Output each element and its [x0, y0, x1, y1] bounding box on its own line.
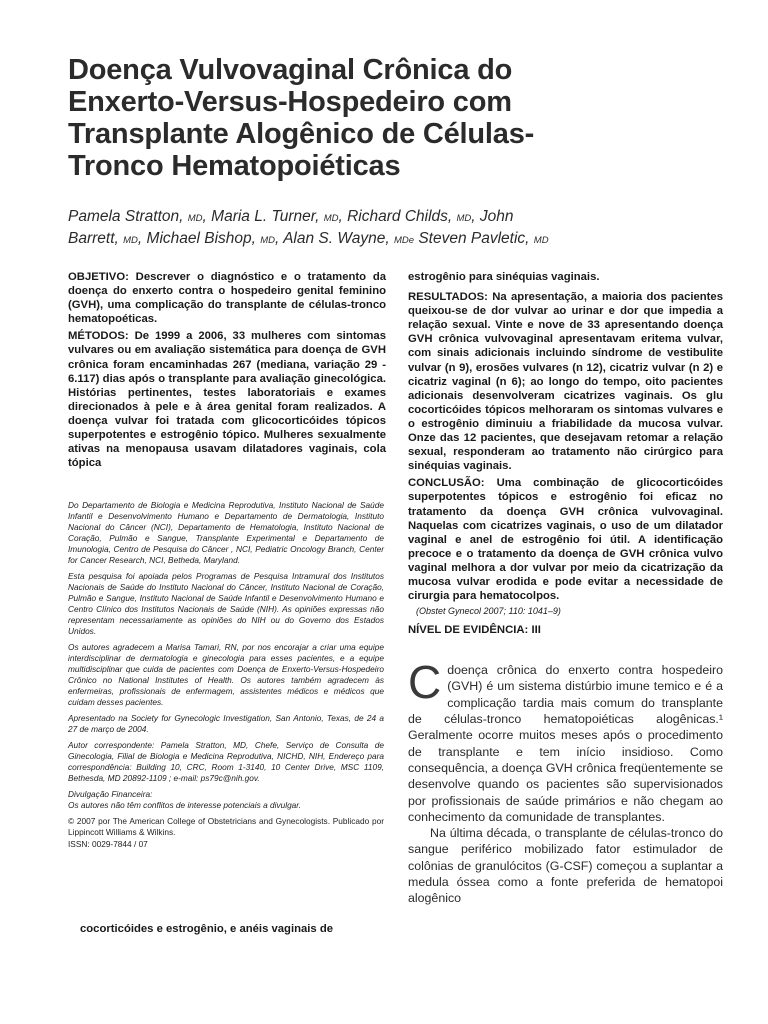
- section-label: MÉTODOS:: [68, 330, 129, 343]
- section-text: De 1999 a 2006, 33 mulheres com sintomas vulvares ou em avaliação sistemática para doença de GVH crônica foram encaminhadas 267 (mediana, variação 29 - 6.117) dias após o transplante para avaliação ginecológica. Histórias pertinentes, testes laboratoriais e exames direcionados à pele e à área genital foram realizados. A doença vulvar foi tratada com glicocorticóides tópicos superpotentes e estrogênio tópico. Mulheres sexualmente ativas na menopausa usavam dilatadores vaginais, cola tópica: [68, 330, 386, 470]
- author-name: , Richard Childs,: [338, 208, 457, 225]
- drop-cap: C: [408, 656, 442, 709]
- author-degree: MD: [123, 235, 138, 246]
- author-name: , Alan S. Wayne,: [275, 230, 394, 247]
- article-title: [68, 54, 708, 182]
- author-degree: MD: [323, 213, 339, 224]
- right-column: [408, 270, 723, 907]
- author-name: , Maria L. Turner,: [202, 208, 324, 225]
- section-text: Descrever o diagnóstico e o tratamento da doença do enxerto contra o hospedeiro genital feminino (GVH), uma complicação do transplante de células-tronco hematopoéticas.: [68, 271, 386, 326]
- acknowledgment-note: Os autores agradecem a Marisa Tamari, RN, por nos encorajar a criar uma equipe interdisciplinar de dermatologia e ginecologia para esses pacientes, e a equipe multidisciplinar que cuida de pacientes com Doença de Enxerto-Versus-Hospedeiro Crônico no National Institutes of Health. Os autores também agradecem às enfermeiras, profissionais de enfermagem, assistentes médicos e médicos que cuidam desses pacientes.: [68, 642, 384, 707]
- issn-note: ISSN: 0029-7844 / 07: [68, 839, 148, 849]
- section-text: Na apresentação, a maioria dos pacientes queixou-se de dor vulvar ao urinar e dor que impedia a relação sexual. Vinte e nove de 33 apresentando doença GVH crônica vulvovaginal apresentavam eritema vulvar, com sinais adicionais incluindo síndrome de vestibulite vulvar (n 9), erosões vulvares (n 12), cicatriz vulvar (n 2) e cicatriz vaginal (n 6); ao longo do tempo, oito pacientes adicionais desenvolveram cicatrizes vaginais. Os glu cocorticóides tópicos melhoraram os sintomas vulvares e o estrogênio diminuiu a friabilidade da mucosa vulvar. Onze das 12 pacientes, que desejavam retomar a relação sexual, responderam ao tratamento não cirúrgico para sinéquias vaginais.: [408, 291, 723, 473]
- author-name: , Michael Bishop,: [137, 230, 261, 247]
- author-name: Barrett,: [68, 230, 124, 247]
- author-degree: MD: [187, 213, 203, 224]
- disclosure-text: Os autores não têm conflitos de interesse potenciais a divulgar.: [68, 800, 302, 810]
- abstract-objective: [68, 270, 386, 326]
- citation: (Obstet Gynecol 2007; 110: 1041–9): [416, 606, 561, 617]
- author-name: Steven Pavletic,: [414, 230, 534, 247]
- section-label: OBJETIVO:: [68, 271, 129, 283]
- author-line-2: [68, 229, 708, 251]
- section-label: RESULTADOS:: [408, 291, 488, 304]
- section-text: Uma combinação de glicocorticóides superpotentes tópicos e estrogênio foi eficaz no tratamento da doença GVH crônica vulvovaginal. Naquelas com cicatrizes vaginais, o uso de um dilatador vaginal e anel de estrogênio foi útil. A identificação precoce e o tratamento da doença de GVH crônica vulvo vaginal melhora a dor vulvar por meio da cicatrização da mucosa vulvar erodida e pode evitar a necessidade de cirurgia para hematocolpos.: [408, 477, 723, 603]
- disclosure-note: [68, 789, 384, 811]
- title-line-4: Tronco Hematopoiéticas: [68, 150, 401, 182]
- author-degree: MD: [456, 213, 472, 224]
- footnotes: [68, 500, 384, 855]
- author-degree: MD: [533, 235, 549, 246]
- paragraph-text: doença crônica do enxerto contra hospedeiro (GVH) é um sistema distúrbio imune temico e é a complicação tardia mais comum do transplante de células-tronco hematopoiéticas alogênicas.¹ Geralmente ocorre muitos meses após o procedimento de transplante e tem início insidioso. Como consequência, a doença GVH crônica freqüentemente se desenvolve quando os pacientes são supervisionados por profissionais de saúde primários e não chegam ao conhecimento da comunidade de transplantes.: [408, 663, 723, 824]
- author-degree: MDe: [393, 235, 415, 246]
- author-degree: MD: [260, 235, 276, 246]
- author-list: [68, 207, 708, 251]
- correspondence-note: Autor correspondente: Pamela Stratton, MD, Chefe, Serviço de Consulta de Ginecologia, Filial de Biologia e Medicina Reprodutiva, NICHD, NIH, Endereço para correspondência: Building 10, CRC, Room 1-3140, 10 Center Drive, MSC 1109, Bethesda, MD 20892-1109 ; e-mail: ps79c@nih.gov.: [68, 740, 384, 783]
- abstract-continuation: estrogênio para sinéquias vaginais.: [408, 271, 600, 283]
- disclosure-title: Divulgação Financeira:: [68, 789, 153, 799]
- author-name: Pamela Stratton,: [68, 208, 188, 225]
- abstract-methods: [68, 329, 386, 470]
- author-name: , John: [471, 208, 514, 225]
- section-label: CONCLUSÃO:: [408, 477, 485, 490]
- affiliation-note: Do Departamento de Biologia e Medicina Reprodutiva, Instituto Nacional de Saúde Infantil e Desenvolvimento Humano e Departamento de Dermatologia, Instituto Nacional do Câncer (NCI), Departamento de Hematologia, Instituto Nacional de Coração, Pulmão e Sangue, Transplante Experimental e Departamento de Imunologia, Centro de Pesquisa do Câncer , NCI, Pediatric Oncology Branch, Center for Cancer Research, NCI, Betheda, Maryland.: [68, 500, 384, 565]
- author-line-1: [68, 207, 708, 229]
- title-line-2: Enxerto-Versus-Hospedeiro com: [68, 86, 512, 118]
- abstract-results: [408, 290, 723, 473]
- evidence-level: NÍVEL DE EVIDÊNCIA: III: [408, 624, 541, 637]
- continued-text-fragment: cocorticóides e estrogênio, e anéis vaginais de: [80, 923, 334, 935]
- title-line-1: Doença Vulvovaginal Crônica do: [68, 54, 513, 86]
- funding-note: Esta pesquisa foi apoiada pelos Programas de Pesquisa Intramural dos Institutos Nacionais de Saúde do Instituto Nacional do Câncer, Instituto Nacional de Coração, Pulmão e Sangue, Instituto Nacional de Saúde Infantil e Desenvolvimento Humano e Centro Clínico dos Institutos Nacionais de Saúde (NIH). As opiniões expressas não representam necessariamente as opiniões do NIH ou do Governo dos Estados Unidos.: [68, 571, 384, 636]
- body-paragraph-1: [408, 656, 723, 825]
- abstract-left-column: [68, 270, 386, 473]
- presented-note: Apresentado na Society for Gynecologic Investigation, San Antonio, Texas, de 24 a 27 de março de 2004.: [68, 713, 384, 734]
- copyright-note: © 2007 por The American College of Obstetricians and Gynecologists. Publicado por Lippincott Williams & Wilkins.: [68, 816, 384, 837]
- title-line-3: Transplante Alogênico de Células-: [68, 118, 535, 150]
- abstract-conclusion: [408, 476, 723, 603]
- body-paragraph-2: Na última década, o transplante de células-tronco do sangue periférico mobilizado fator estimulador de colônias de granulócitos (G-CSF) começou a suplantar a medula óssea como a fonte preferida de hematopoi alogênico: [408, 826, 723, 906]
